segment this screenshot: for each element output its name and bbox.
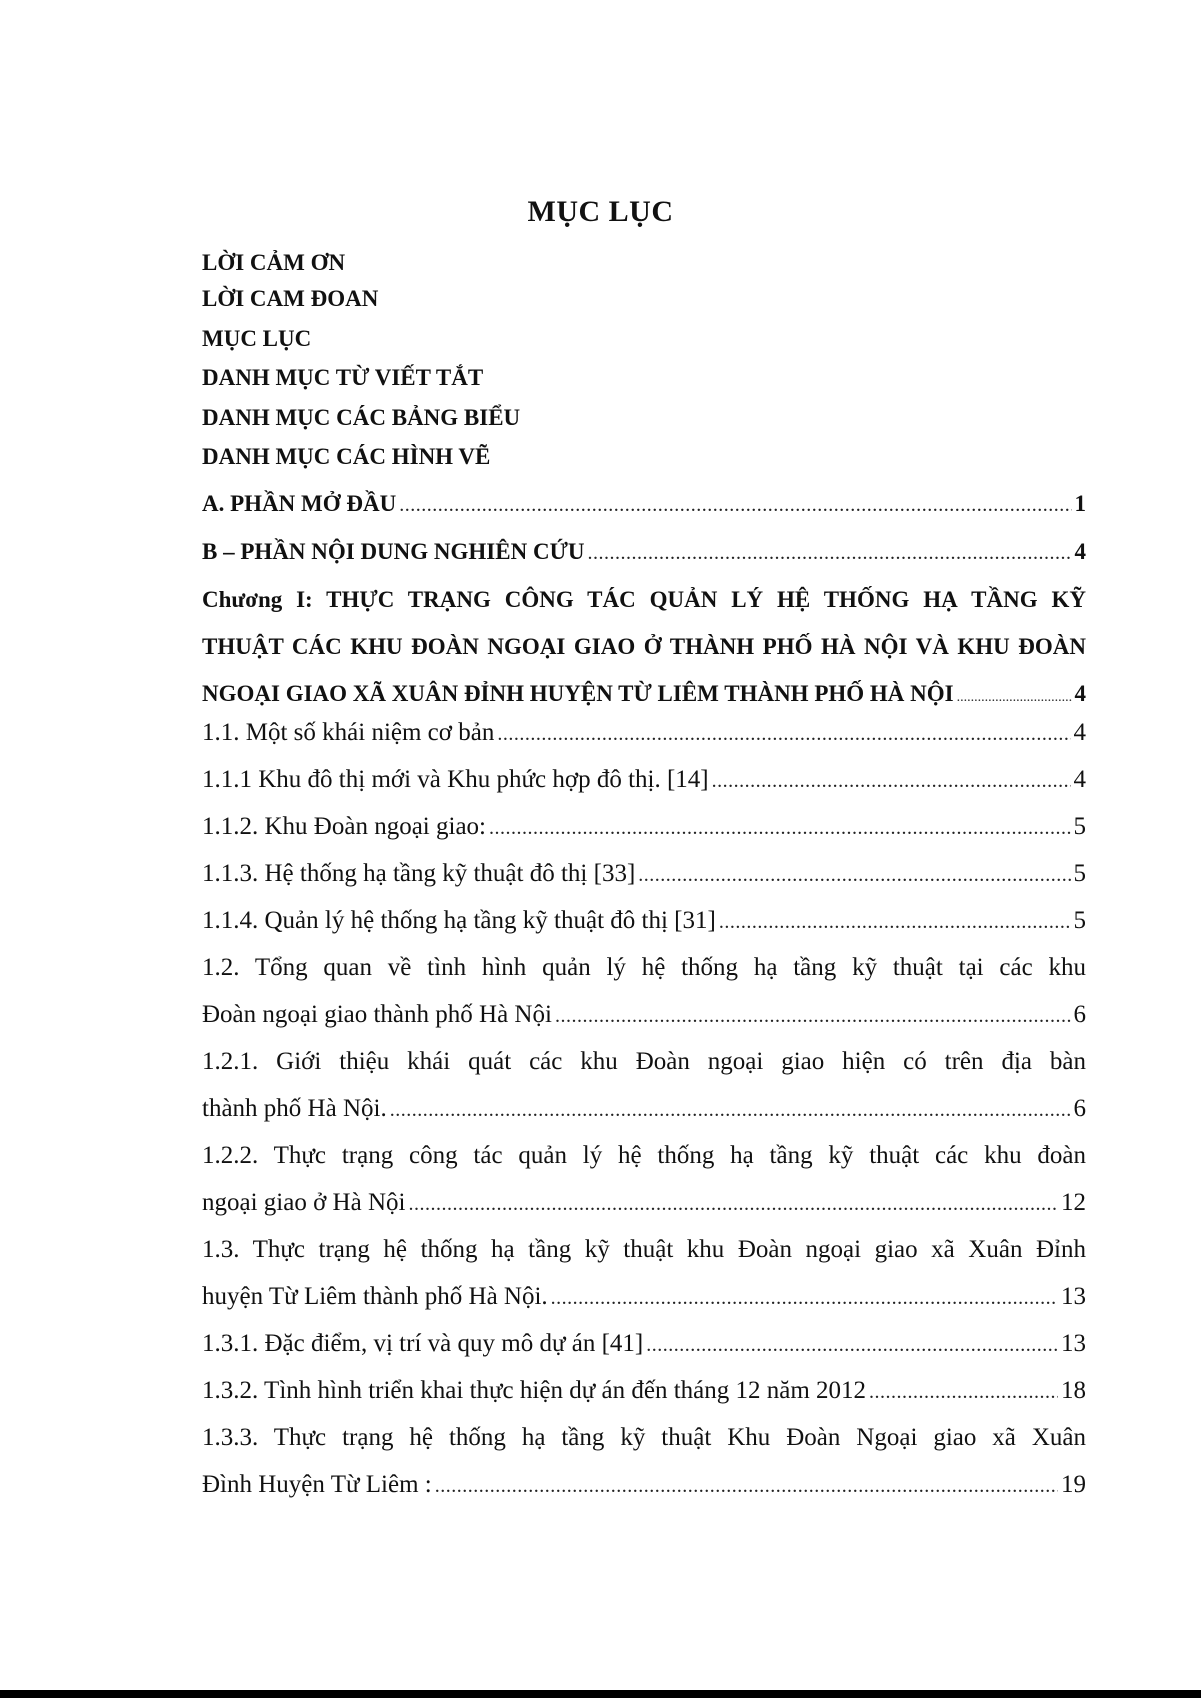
- toc-entry-title: B – PHẦN NỘI DUNG NGHIÊN CỨU: [202, 539, 585, 564]
- toc-entry[interactable]: [202, 905, 1086, 937]
- front-matter-item: LỜI CAM ĐOAN: [202, 286, 379, 311]
- dot-leader: [390, 1093, 1071, 1126]
- dot-leader: [408, 1187, 1058, 1220]
- dot-leader: [555, 999, 1071, 1032]
- toc-page-number: 4: [1074, 681, 1086, 706]
- toc-entry-line: THUẬT CÁC KHU ĐOÀN NGOẠI GIAO Ở THÀNH PHỐ HÀ NỘI VÀ KHU ĐOÀN: [202, 634, 1086, 659]
- toc-entry[interactable]: [202, 488, 1086, 520]
- toc-page-number: 19: [1061, 1471, 1086, 1498]
- dot-leader: [588, 536, 1072, 569]
- toc-page-number: 1: [1074, 491, 1086, 516]
- dot-leader: [712, 764, 1071, 797]
- toc-page-number: 13: [1061, 1283, 1086, 1310]
- page-bottom-border: [0, 1690, 1201, 1698]
- dot-leader: [489, 811, 1071, 844]
- toc-entry-title: 1.1.4. Quản lý hệ thống hạ tầng kỹ thuật đô thị [31]: [202, 907, 716, 934]
- toc-page-number: 6: [1073, 1001, 1086, 1028]
- toc-entry[interactable]: [202, 764, 1086, 796]
- dot-leader: [957, 678, 1072, 714]
- toc-entry-title: thành phố Hà Nội.: [202, 1095, 387, 1122]
- toc-page-number: 12: [1061, 1189, 1086, 1216]
- dot-leader: [497, 717, 1070, 750]
- dot-leader: [719, 905, 1071, 938]
- toc-entry[interactable]: [202, 811, 1086, 843]
- toc-page-number: 4: [1074, 539, 1086, 564]
- toc-entry-line: 1.2.2. Thực trạng công tác quản lý hệ thống hạ tầng kỹ thuật các khu đoàn: [202, 1142, 1086, 1169]
- toc-entry-title: Đình Huyện Từ Liêm :: [202, 1471, 432, 1498]
- page-title: MỤC LỤC: [527, 195, 674, 228]
- toc-entry-title: 1.1.3. Hệ thống hạ tầng kỹ thuật đô thị [33]: [202, 860, 636, 887]
- dot-leader: [646, 1328, 1058, 1361]
- toc-page-number: 4: [1073, 719, 1086, 746]
- dot-leader: [638, 858, 1070, 891]
- toc-entry-chapter[interactable]: [202, 584, 1086, 710]
- toc-entry[interactable]: [202, 1422, 1086, 1501]
- toc-entry[interactable]: [202, 536, 1086, 568]
- dot-leader: [551, 1281, 1058, 1314]
- toc-entry-line: Chương I: THỰC TRẠNG CÔNG TÁC QUẢN LÝ HỆ THỐNG HẠ TẦNG KỸ: [202, 587, 1086, 612]
- toc-entry[interactable]: [202, 1140, 1086, 1219]
- toc-page-number: 6: [1073, 1095, 1086, 1122]
- toc-entry-line: 1.2. Tổng quan về tình hình quản lý hệ thống hạ tầng kỹ thuật tại các khu: [202, 954, 1086, 981]
- toc-entry-title: 1.1. Một số khái niệm cơ bản: [202, 719, 495, 746]
- toc-entry-title: ngoại giao ở Hà Nội: [202, 1189, 406, 1216]
- toc-page-number: 5: [1073, 907, 1086, 934]
- front-matter-item: DANH MỤC CÁC BẢNG BIỂU: [202, 405, 521, 430]
- toc-entry-title: Đoàn ngoại giao thành phố Hà Nội: [202, 1001, 552, 1028]
- toc-page-number: 13: [1061, 1330, 1086, 1357]
- front-matter-item: MỤC LỤC: [202, 326, 312, 351]
- front-matter-item: LỜI CẢM ƠN: [202, 250, 346, 275]
- toc-page-number: 4: [1073, 766, 1086, 793]
- front-matter-item: DANH MỤC TỪ VIẾT TẮT: [202, 365, 484, 390]
- front-matter-item: DANH MỤC CÁC HÌNH VẼ: [202, 444, 491, 469]
- dot-leader: [435, 1469, 1058, 1502]
- toc-entry[interactable]: [202, 1234, 1086, 1313]
- toc-entry-line: 1.2.1. Giới thiệu khái quát các khu Đoàn ngoại giao hiện có trên địa bàn: [202, 1048, 1086, 1075]
- toc-page-number: 18: [1061, 1377, 1086, 1404]
- toc-entry[interactable]: [202, 952, 1086, 1031]
- toc-entry[interactable]: [202, 717, 1086, 749]
- toc-entry[interactable]: [202, 1328, 1086, 1360]
- toc-entry-title: A. PHẦN MỞ ĐẦU: [202, 491, 397, 516]
- toc-entry[interactable]: [202, 1375, 1086, 1407]
- toc-entry-line: 1.3.3. Thực trạng hệ thống hạ tầng kỹ thuật Khu Đoàn Ngoại giao xã Xuân: [202, 1424, 1086, 1451]
- toc-entry[interactable]: [202, 1046, 1086, 1125]
- toc-entry-title: huyện Từ Liêm thành phố Hà Nội.: [202, 1283, 548, 1310]
- toc-entry[interactable]: [202, 858, 1086, 890]
- toc-page-number: 5: [1073, 813, 1086, 840]
- toc-entry-title: 1.1.2. Khu Đoàn ngoại giao:: [202, 813, 486, 840]
- toc-page-number: 5: [1073, 860, 1086, 887]
- dot-leader: [399, 488, 1071, 521]
- toc-entry-title: 1.3.1. Đặc điểm, vị trí và quy mô dự án [41]: [202, 1330, 644, 1357]
- dot-leader: [869, 1375, 1058, 1408]
- toc-entry-title: 1.3.2. Tình hình triển khai thực hiện dự án đến tháng 12 năm 2012: [202, 1377, 867, 1404]
- toc-entry-title: 1.1.1 Khu đô thị mới và Khu phức hợp đô thị. [14]: [202, 766, 709, 793]
- toc-entry-line: 1.3. Thực trạng hệ thống hạ tầng kỹ thuật khu Đoàn ngoại giao xã Xuân Đỉnh: [202, 1236, 1086, 1263]
- toc-entry-title: NGOẠI GIAO XÃ XUÂN ĐỈNH HUYỆN TỪ LIÊM THÀNH PHỐ HÀ NỘI: [202, 681, 954, 706]
